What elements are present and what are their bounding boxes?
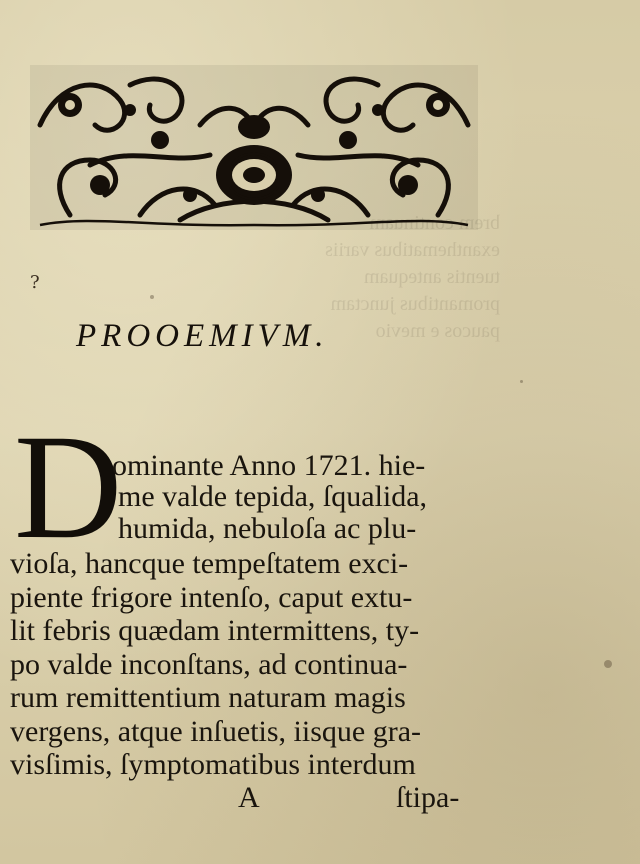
text-line: me valde tepida, ſqualida, xyxy=(118,480,428,513)
text-line: lit febris quædam intermittens, ty- xyxy=(10,614,420,647)
text-line: vergens, atque inſuetis, iisque gra- xyxy=(10,715,422,748)
text-line: piente frigore intenſo, caput extu- xyxy=(10,581,413,614)
signature-mark: A xyxy=(238,781,260,814)
page-title: PROOEMIVM. xyxy=(76,318,329,354)
text-line: visſimis, ſymptomatibus interdum xyxy=(10,748,416,781)
text-line: vioſa, hancque tempeſtatem exci- xyxy=(10,547,409,580)
drop-cap: D xyxy=(14,404,123,570)
paper-speck xyxy=(520,380,523,383)
floral-headpiece-icon xyxy=(30,65,478,230)
text-line: humida, nebuloſa ac plu- xyxy=(118,512,417,545)
text-line: po valde inconſtans, ad continua- xyxy=(10,648,408,681)
catchword: ſtipa- xyxy=(396,781,460,814)
paper-speck xyxy=(150,295,154,299)
paper-speck xyxy=(604,660,612,668)
stray-mark: ? xyxy=(30,272,40,293)
text-line: ominante Anno 1721. hie- xyxy=(112,449,426,482)
text-line: rum remittentium naturam magis xyxy=(10,681,406,714)
show-through-text: brem continuam exanthematibus variis tuentis antequam promantibus junctam paucos e mevio xyxy=(325,212,500,342)
